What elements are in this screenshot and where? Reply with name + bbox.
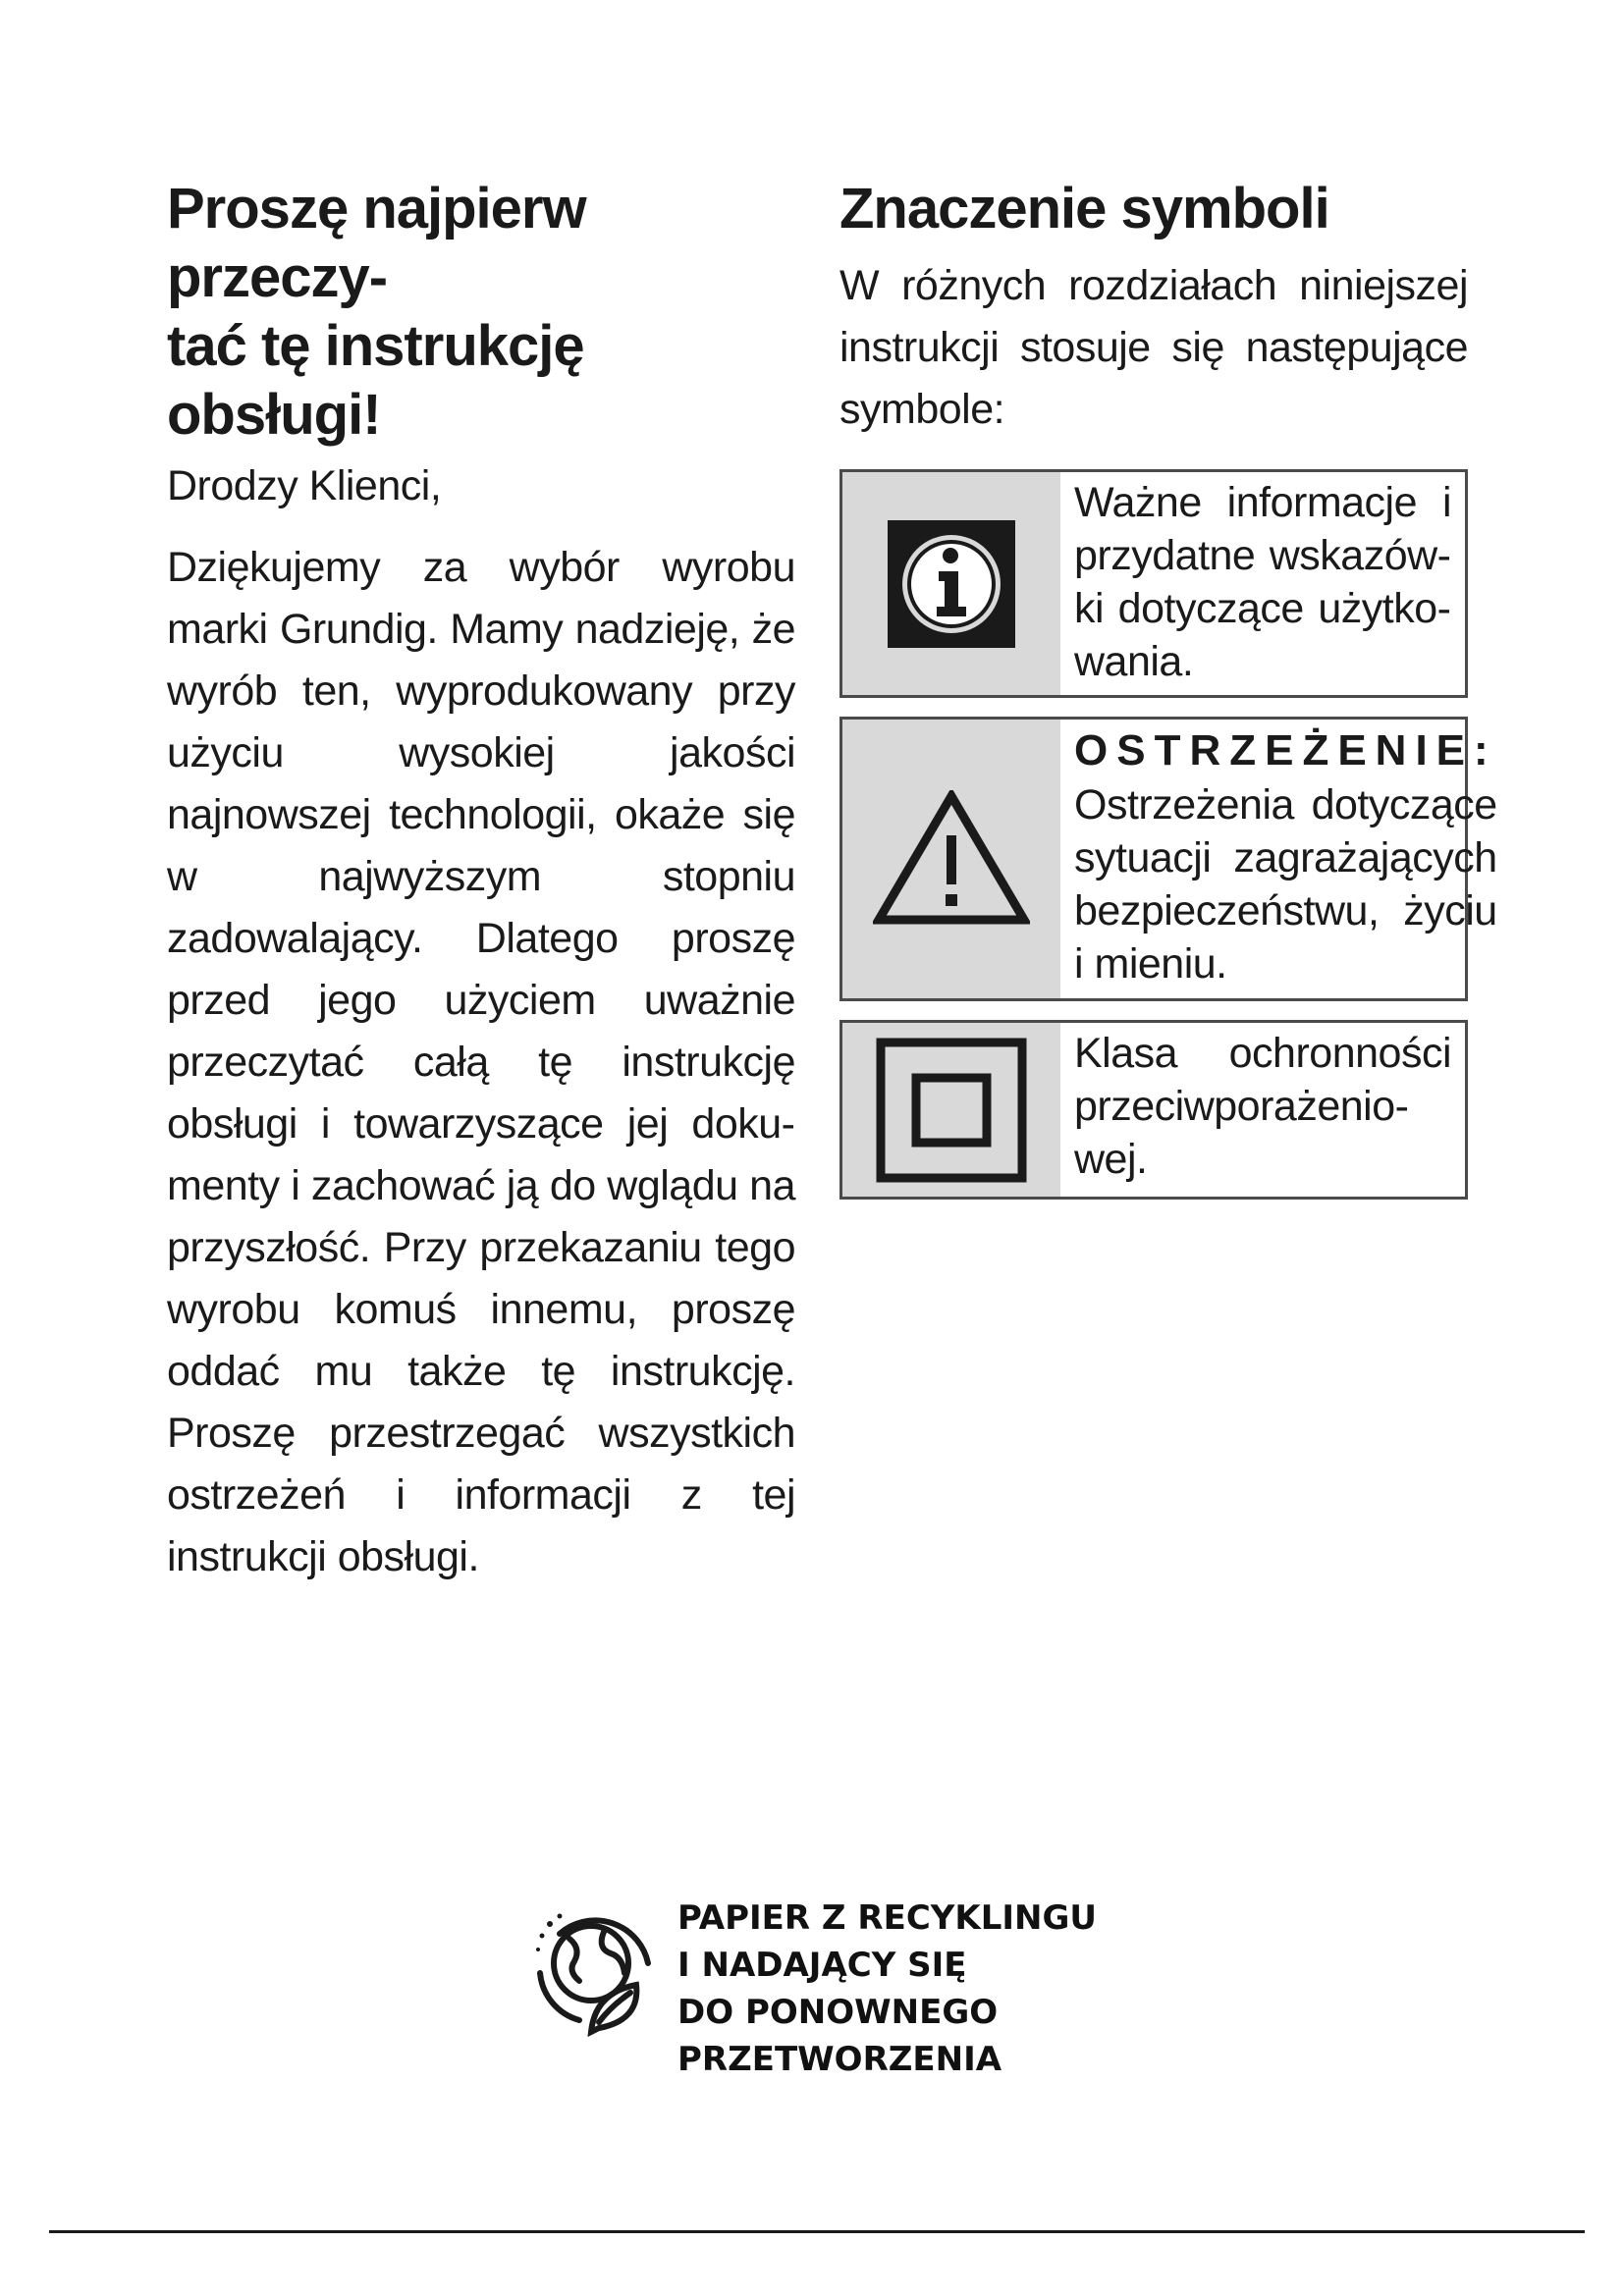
greeting: Drodzy Klienci, bbox=[167, 462, 442, 509]
recycle-line-4: PRZETWORZENIA bbox=[677, 2040, 1002, 2079]
symbol-warning-box bbox=[839, 717, 1497, 1001]
recycled-paper-notice bbox=[520, 1895, 1110, 2081]
recycle-line-3: DO PONOWNEGO bbox=[677, 1993, 999, 2032]
warning-triangle-icon bbox=[873, 790, 1030, 928]
page-heading bbox=[167, 175, 795, 450]
symbol-info-text: Ważne informacje i przydatne wskazówki dotyczące użytkowania. bbox=[1074, 479, 1451, 685]
symbol-warning-text: Ostrzeżenia dotyczące sytuacji zagrażających bezpieczeństwu, życiu i mieniu. bbox=[1074, 781, 1497, 988]
info-icon bbox=[888, 520, 1015, 648]
symbol-info-box bbox=[839, 469, 1468, 698]
warning-title: OSTRZEŻENIE: bbox=[1074, 726, 1497, 774]
recycle-line-2: I NADAJĄCY SIĘ bbox=[677, 1946, 967, 1985]
symbols-heading: Znaczenie symboli bbox=[839, 177, 1329, 240]
left-column bbox=[167, 175, 795, 1588]
intro-paragraph: Dziękujemy za wybór wyrobu marki Grundig. Mamy nadzieję, że wyrób ten, wyprodukowany przy użyciu wysokiej jakości najnowszej technologii, okaże się w najwyższym stopniu zadowalający. Dlatego proszę przed jego użyciem uważnie przeczytać całą tę instrukcję obsługi i towarzyszące jej dokumenty i zachować ją do wglądu na przyszłość. Przy przekazaniu tego wyrobu komuś innemu, proszę oddać mu także tę instrukcję. Proszę przestrzegać wszystkich ostrzeżeń i informacji z tej instrukcji obsługi. bbox=[167, 544, 795, 1580]
heading-line-2: tać tę instrukcję obsługi! bbox=[167, 314, 584, 447]
double-insulation-icon bbox=[873, 1037, 1030, 1184]
right-column bbox=[839, 175, 1497, 1183]
footer-divider bbox=[49, 2230, 1585, 2233]
recycle-line-1: PAPIER Z RECYKLINGU bbox=[677, 1898, 1098, 1938]
symbol-class2-text: Klasa ochronności przeciwporażeniowej. bbox=[1074, 1030, 1451, 1183]
symbol-class2-box bbox=[839, 1020, 1468, 1200]
symbols-intro: W różnych rozdziałach niniejszej instrukcji stosuje się następujące symbole: bbox=[839, 262, 1468, 433]
heading-line-1: Proszę najpierw przeczy- bbox=[167, 177, 586, 309]
recycled-paper-icon bbox=[520, 1895, 668, 2042]
